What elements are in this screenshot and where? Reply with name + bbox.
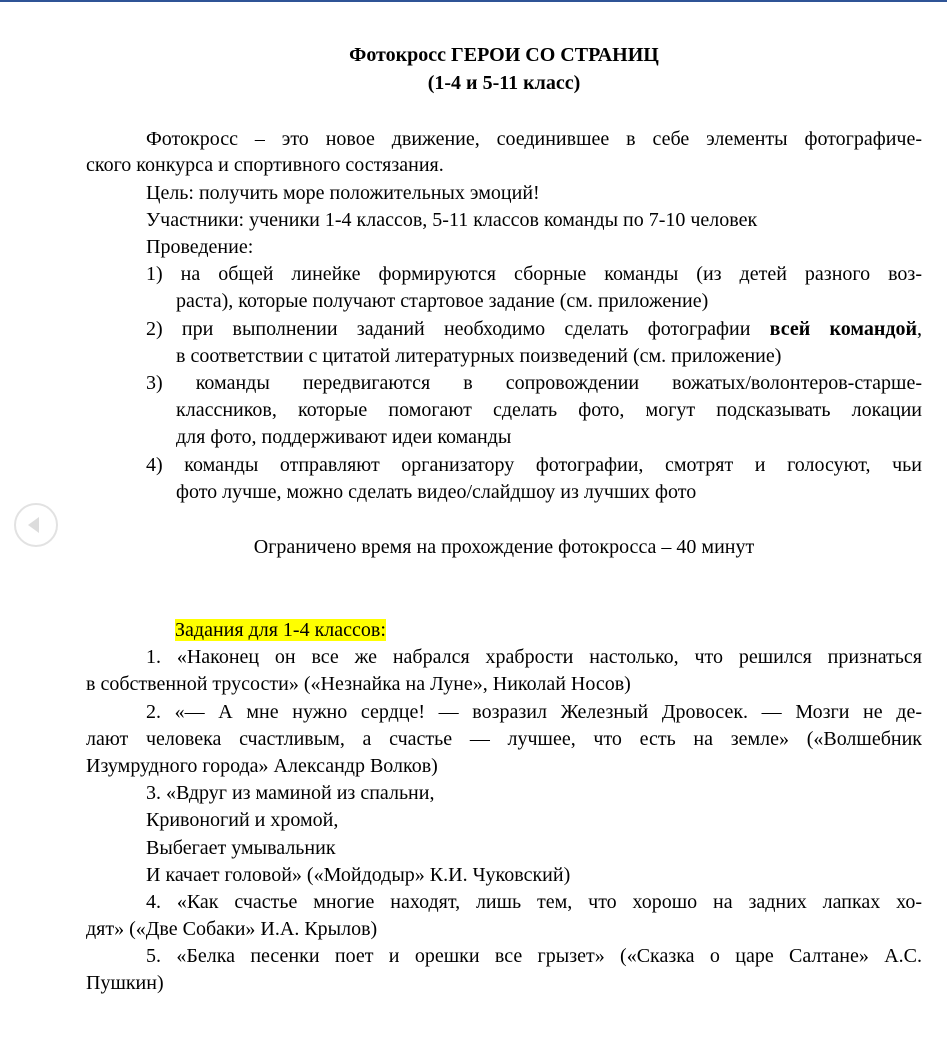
task-2-line-3: Изумрудного города» Александр Волков) bbox=[86, 755, 438, 777]
step-3-line-1: 3) команды передвигаются в сопровождении вожатых/волонтеров-старше- bbox=[146, 372, 922, 394]
task-2-line-1: 2. «— А мне нужно сердце! — возразил Железный Дровосек. — Мозги не де- bbox=[146, 701, 922, 723]
step-4-line-1: 4) команды отправляют организатору фотографии, смотрят и голосуют, чьи bbox=[146, 454, 922, 476]
task-3-line-1: 3. «Вдруг из маминой из спальни, bbox=[146, 782, 435, 804]
step-2-line-1: 2) при выполнении заданий необходимо сделать фотографии всей командой, bbox=[146, 318, 922, 340]
task-3-line-3: Выбегает умывальник bbox=[146, 837, 336, 859]
task-5-line-1: 5. «Белка песенки поет и орешки все грызет» («Сказка о царе Салтане» А.С. bbox=[146, 945, 922, 967]
task-3-line-2: Кривоногий и хромой, bbox=[146, 809, 339, 831]
tasks-heading bbox=[175, 617, 386, 644]
task-2-line-2: лают человека счастливым, а счастье — лучшее, что есть на земле» («Волшебник bbox=[86, 728, 922, 750]
step-4-line-2: фото лучше, можно сделать видео/слайдшоу из лучших фото bbox=[176, 481, 697, 503]
highlighted-text: Задания для 1-4 классов: bbox=[175, 619, 386, 641]
emphasis-text: всей командой bbox=[769, 318, 917, 340]
top-border bbox=[0, 0, 947, 2]
intro-line-2: ского конкурса и спортивного состязания. bbox=[86, 154, 444, 176]
task-3-line-4: И качает головой» («Мойдодыр» К.И. Чуковский) bbox=[146, 864, 571, 886]
task-1-line-1: 1. «Наконец он все же набрался храбрости настолько, что решился признаться bbox=[146, 646, 922, 668]
task-4-line-2: дят» («Две Собаки» И.А. Крылов) bbox=[86, 918, 378, 940]
task-5-line-2: Пушкин) bbox=[86, 972, 164, 994]
step-3-line-2: классников, которые помогают сделать фото, могут подсказывать локации bbox=[176, 399, 922, 421]
task-4-line-1: 4. «Как счастье многие находят, лишь тем, что хорошо на задних лапках хо- bbox=[146, 891, 922, 913]
chevron-left-icon bbox=[28, 517, 39, 533]
doc-subtitle: (1-4 и 5-11 класс) bbox=[427, 72, 581, 94]
participants-text: Участники: ученики 1-4 классов, 5-11 классов команды по 7-10 человек bbox=[146, 209, 758, 231]
intro-line-1: Фотокросс – это новое движение, соединившее в себе элементы фотографиче- bbox=[146, 128, 922, 150]
step-1-line-2: раста), которые получают стартовое задание (см. приложение) bbox=[176, 290, 709, 312]
step-3-line-3: для фото, поддерживают идеи команды bbox=[176, 426, 512, 448]
procedure-heading: Проведение: bbox=[146, 236, 254, 258]
step-1-line-1: 1) на общей линейке формируются сборные команды (из детей разного воз- bbox=[146, 263, 922, 285]
task-1-line-2: в собственной трусости» («Незнайка на Луне», Николай Носов) bbox=[86, 673, 631, 695]
step-2-line-2: в соответствии с цитатой литературных поизведений (см. приложение) bbox=[176, 345, 782, 367]
previous-page-button[interactable] bbox=[14, 503, 58, 547]
doc-title: Фотокросс ГЕРОИ СО СТРАНИЦ bbox=[349, 44, 659, 66]
goal-text: Цель: получить море положительных эмоций! bbox=[146, 182, 540, 204]
time-limit-note: Ограничено время на прохождение фотокросса – 40 минут bbox=[253, 536, 755, 558]
